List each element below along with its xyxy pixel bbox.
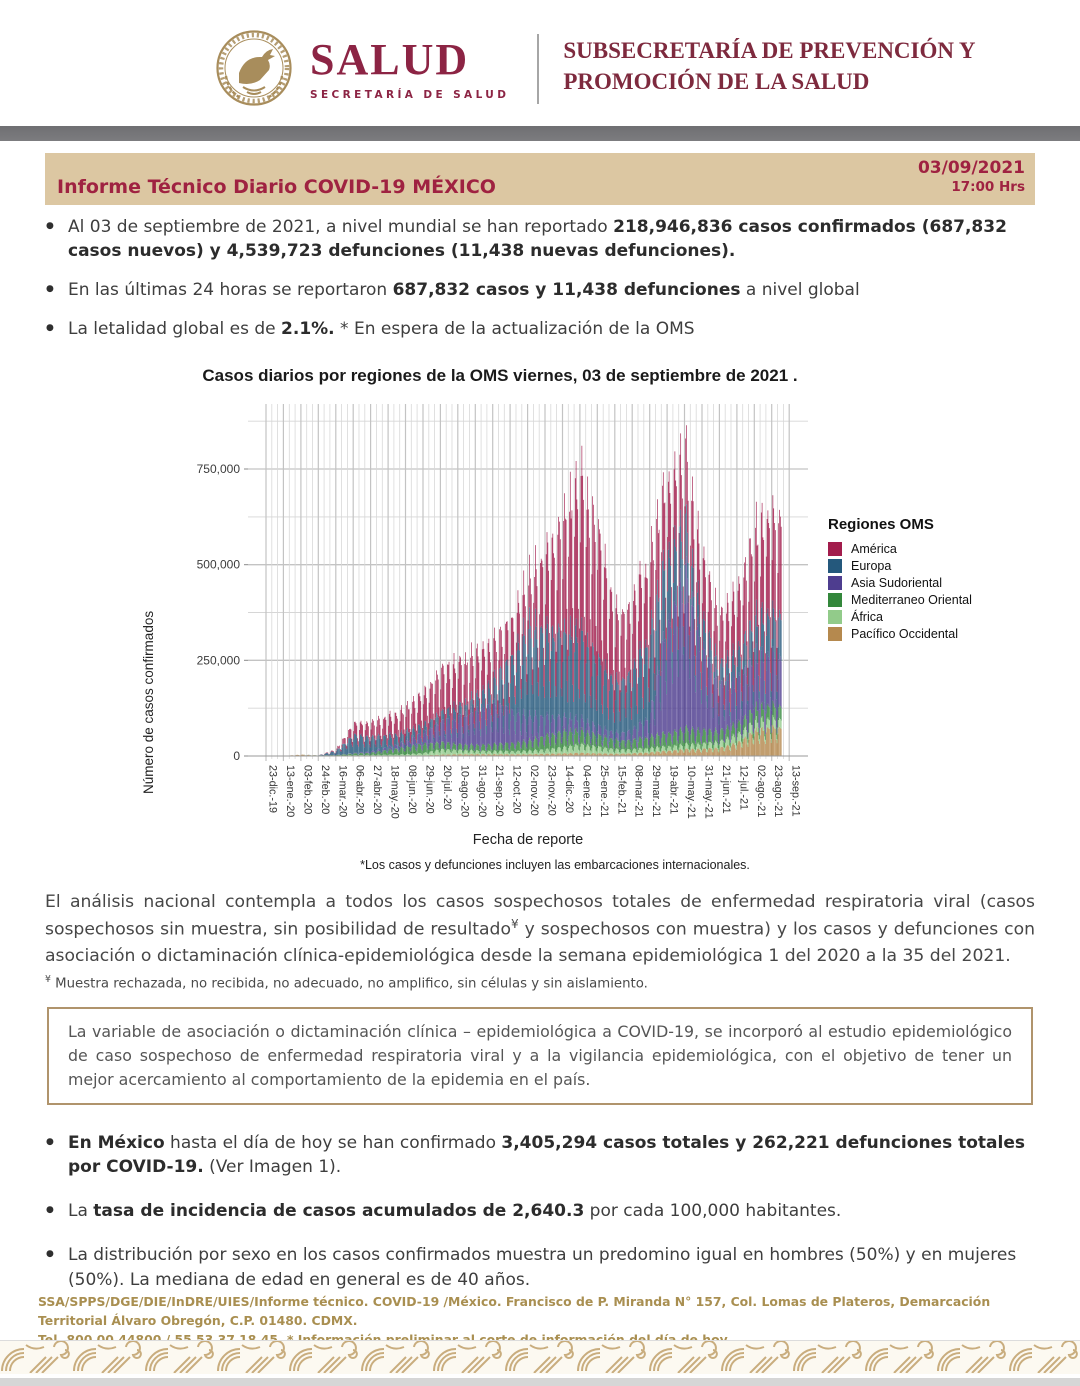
svg-text:500,000: 500,000 [196, 557, 240, 572]
svg-text:29-mar.-21: 29-mar.-21 [650, 764, 663, 817]
svg-text:21-jun.-21: 21-jun.-21 [719, 764, 732, 814]
svg-text:750,000: 750,000 [196, 461, 240, 476]
chart-legend [828, 516, 972, 644]
svg-text:16-mar.-20: 16-mar.-20 [336, 764, 349, 817]
list-item: ● Al 03 de septiembre de 2021, a nivel mundial se han reportado 218,946,836 casos confirmados (687,832 casos nuevos) y 4,539,723 defunciones (11,438 nuevas defunciones). [45, 215, 1035, 263]
clinical-association-note-box: La variable de asociación o dictaminación clínica – epidemiológica a COVID-19, se incorporó al estudio epidemiológico de caso sospechoso de enfermedad respiratoria viral y a la vigilancia epidemiológica, con el objetivo de tener un mejor acercamiento al comportamiento de la epidemia en el país. [47, 1007, 1033, 1105]
svg-text:31-ago.-20: 31-ago.-20 [475, 764, 488, 817]
svg-text:18-may.-20: 18-may.-20 [388, 764, 401, 819]
svg-text:20-jul.-20: 20-jul.-20 [440, 764, 453, 810]
sample-footnote: ¥ Muestra rechazada, no recibida, no adecuado, no amplifico, sin células y sin aislamiento. [45, 973, 648, 992]
legend-item: Mediterraneo Oriental [828, 593, 972, 607]
svg-text:25-ene.-21: 25-ene.-21 [597, 764, 610, 817]
legend-item: Europa [828, 559, 972, 573]
report-time: 17:00 Hrs [951, 179, 1025, 195]
legend-item: América [828, 542, 972, 556]
svg-text:19-abr.-21: 19-abr.-21 [667, 764, 680, 814]
legend-item: África [828, 610, 972, 624]
svg-text:31-may.-21: 31-may.-21 [702, 764, 715, 819]
svg-text:27-abr.-20: 27-abr.-20 [371, 764, 384, 814]
legend-items [828, 542, 972, 641]
svg-text:15-feb.-21: 15-feb.-21 [615, 764, 628, 814]
mexico-coat-of-arms-icon [214, 26, 294, 114]
svg-text:14-dic.-20: 14-dic.-20 [563, 764, 575, 813]
list-item: ● En las últimas 24 horas se reportaron 687,832 casos y 11,438 defunciones a nivel global [45, 278, 1035, 302]
svg-text:21-sep.-20: 21-sep.-20 [493, 764, 506, 817]
who-daily-cases-chart [45, 366, 1035, 884]
header-divider [537, 34, 539, 104]
svg-text:23-nov.-20: 23-nov.-20 [545, 764, 558, 816]
logo-text [310, 26, 509, 101]
svg-text:12-oct.-20: 12-oct.-20 [510, 764, 523, 814]
brand-secretaria: SECRETARÍA DE SALUD [310, 89, 510, 101]
footer-contact: SSA/SPPS/DGE/DIE/InDRE/UIES/Informe técnico. COVID-19 /México. Francisco de P. Miranda N° 157, Col. Lomas de Plateros, Demarcación Territorial Álvaro Obregón, C.P. 01480. CDMX. [38, 1294, 991, 1329]
svg-text:08-mar.-21: 08-mar.-21 [632, 764, 645, 817]
legend-swatch [828, 576, 842, 590]
legend-item: Asia Sudoriental [828, 576, 972, 590]
svg-text:0: 0 [233, 748, 240, 763]
report-datetime [918, 158, 1025, 195]
list-item: ● La distribución por sexo en los casos confirmados muestra un predomino igual en hombres (50%) y en mujeres (50%). La mediana de edad en general es de 40 años. [45, 1243, 1035, 1291]
svg-text:06-abr.-20: 06-abr.-20 [353, 764, 366, 814]
svg-text:13-sep.-21: 13-sep.-21 [789, 764, 802, 817]
y-axis-label: Número de casos confirmados [141, 610, 156, 794]
brand-salud: SALUD [310, 35, 470, 84]
list-item: ● La letalidad global es de 2.1%. * En espera de la actualización de la OMS [45, 317, 1035, 341]
svg-text:250,000: 250,000 [196, 652, 240, 667]
legend-swatch [828, 559, 842, 573]
mexico-stats-list [45, 1131, 1035, 1292]
x-axis-label: Fecha de reporte [472, 831, 584, 848]
separator-bar [0, 126, 1080, 141]
svg-text:24-feb.-20: 24-feb.-20 [318, 764, 331, 814]
list-item: ● En México hasta el día de hoy se han confirmado 3,405,294 casos totales y 262,221 defunciones totales por COVID-19. (Ver Imagen 1). [45, 1131, 1035, 1179]
svg-text:02-nov.-20: 02-nov.-20 [528, 764, 541, 816]
svg-text:10-ago.-20: 10-ago.-20 [458, 764, 471, 817]
global-stats-list [45, 215, 1035, 342]
subsecretaria-title: SUBSECRETARÍA DE PREVENCIÓN Y PROMOCIÓN DE LA SALUD [563, 38, 976, 94]
list-item: ● La tasa de incidencia de casos acumulados de 2,640.3 por cada 100,000 habitantes. [45, 1199, 1035, 1223]
report-titlebar [45, 153, 1035, 205]
svg-text:23-ago.-21: 23-ago.-21 [772, 764, 785, 817]
svg-text:13-ene.-20: 13-ene.-20 [283, 764, 296, 817]
legend-title: Regiones OMS [828, 515, 934, 533]
legend-swatch [828, 627, 842, 641]
svg-text:08-jun.-20: 08-jun.-20 [406, 764, 418, 814]
report-date: 03/09/2021 [917, 158, 1025, 178]
svg-text:23-dic.-19: 23-dic.-19 [266, 764, 279, 813]
svg-text:03-feb.-20: 03-feb.-20 [301, 764, 314, 814]
decorative-greca-band [0, 1340, 1080, 1374]
chart-title: Casos diarios por regiones de la OMS viernes, 03 de septiembre de 2021 . [202, 365, 798, 385]
legend-item: Pacífico Occidental [828, 627, 972, 641]
legend-swatch [828, 542, 842, 556]
national-analysis-paragraph: El análisis nacional contempla a todos los casos sospechosos totales de enfermedad respiratoria viral (casos sospechosos sin muestra, sin posibilidad de resultado¥ y sospechosos con muestra) y los casos y defunciones con asociación o dictaminación clínica-epidemiológica desde la semana epidemiológica 1 del 2020 a la 35 del 2021. [45, 891, 1036, 966]
bottom-edge-strip [0, 1378, 1080, 1386]
svg-text:02-ago.-21: 02-ago.-21 [754, 764, 767, 817]
legend-swatch [828, 610, 842, 624]
svg-text:12-jul.-21: 12-jul.-21 [737, 764, 750, 810]
chart-plot-area [173, 396, 883, 844]
svg-text:29-jun.-20: 29-jun.-20 [423, 764, 436, 814]
svg-text:04-ene.-21: 04-ene.-21 [580, 764, 593, 817]
chart-footnote: *Los casos y defunciones incluyen las embarcaciones internacionales. [360, 857, 750, 872]
legend-swatch [828, 593, 842, 607]
svg-text:10-may.-21: 10-may.-21 [685, 764, 697, 819]
header [0, 0, 1080, 114]
report-title: Informe Técnico Diario COVID-19 MÉXICO [57, 176, 496, 198]
